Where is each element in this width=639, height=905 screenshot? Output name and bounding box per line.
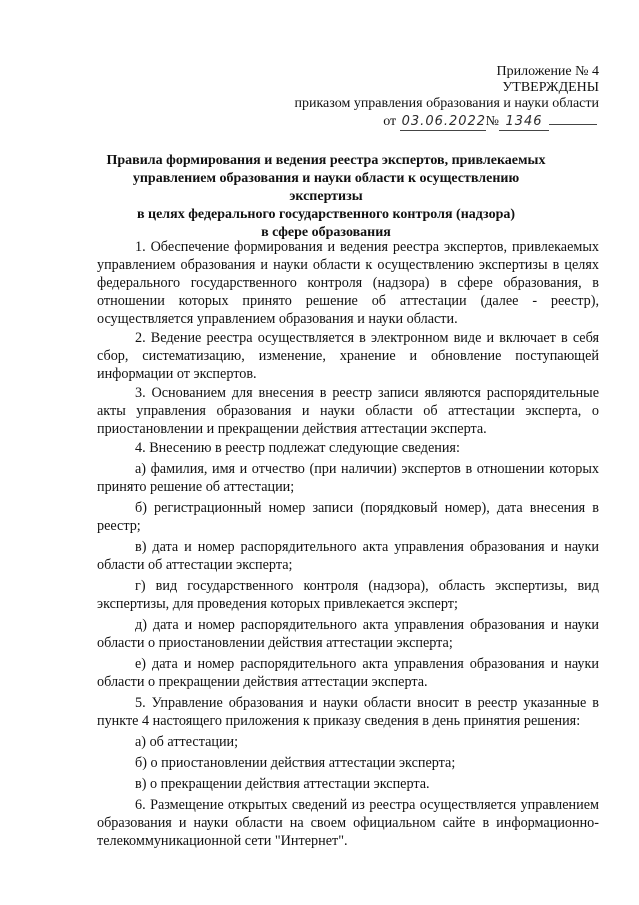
handwritten-date: 03.06.2022 [401,114,487,129]
handwritten-number: 1346 [499,114,549,131]
title-line: Правила формирования и ведения реестра экспертов, привлекаемых [106,153,546,168]
paragraph-4a: а) фамилия, имя и отчество (при наличии) экспертов в отношении которых принято решение об аттестации; [97,461,599,495]
approved-label: УТВЕРЖДЕНЫ [502,80,599,95]
paragraph-3: 3. Основанием для внесения в реестр записи являются распорядительные акты управления образования и науки области об аттестации эксперта, о приостановлении и прекращении действия аттестации эксперта. [97,385,599,437]
from-label: от [383,114,397,129]
paragraph-4: 4. Внесению в реестр подлежат следующие сведения: [135,440,460,456]
appendix-label: Приложение № 4 [496,64,599,79]
paragraph-4f: е) дата и номер распорядительного акта управления образования и науки области о прекращении действия аттестации эксперта. [97,656,599,690]
paragraph-4d: г) вид государственного контроля (надзора), область экспертизы, вид экспертизы, для проведения которых привлекается эксперт; [97,578,599,612]
paragraph-2: 2. Ведение реестра осуществляется в электронном виде и включает в себя сбор, систематизацию, изменение, хранение и обновление поступающей информации от экспертов. [97,330,599,382]
paragraph-5: 5. Управление образования и науки области вносит в реестр указанные в пункте 4 настоящего приложения к приказу сведения в день принятия решения: [97,695,599,729]
paragraph-5c: в) о прекращении действия аттестации эксперта. [135,776,430,792]
paragraph-4c: в) дата и номер распорядительного акта управления образования и науки области об аттестации эксперта; [97,539,599,573]
signature-underline [549,112,597,125]
paragraph-5a: а) об аттестации; [135,734,239,750]
paragraph-6: 6. Размещение открытых сведений из реестра осуществляется управлением образования и науки области на своем официальном сайте в информационно-телекоммуникационной сети "Интернет". [97,797,599,849]
title-line: в целях федерального государственного контроля (надзора) [136,207,516,222]
number-sign: № [485,114,499,129]
paragraph-4b: б) регистрационный номер записи (порядковый номер), дата внесения в реестр; [97,500,599,534]
document-body [97,238,599,850]
approval-block [294,64,599,131]
paragraph-4e: д) дата и номер распорядительного акта управления образования и науки области о приостановлении действия аттестации эксперта; [97,617,599,651]
document-title [96,152,556,242]
title-line: в сфере образования [261,225,391,240]
paragraph-1: 1. Обеспечение формирования и ведения реестра экспертов, привлекаемых управлением образования и науки области к осуществлению экспертизы в целях федерального государственного контроля (надзора) в сфере образования, в отношении которых принято решение об аттестации (далее - реестр), осуществляется управлением образования и науки области. [97,239,599,327]
order-date-number [294,112,597,131]
order-reference: приказом управления образования и науки области [294,96,599,111]
paragraph-5b: б) о приостановлении действия аттестации эксперта; [135,755,456,771]
title-line: управлением образования и науки области к осуществлению экспертизы [132,171,520,204]
